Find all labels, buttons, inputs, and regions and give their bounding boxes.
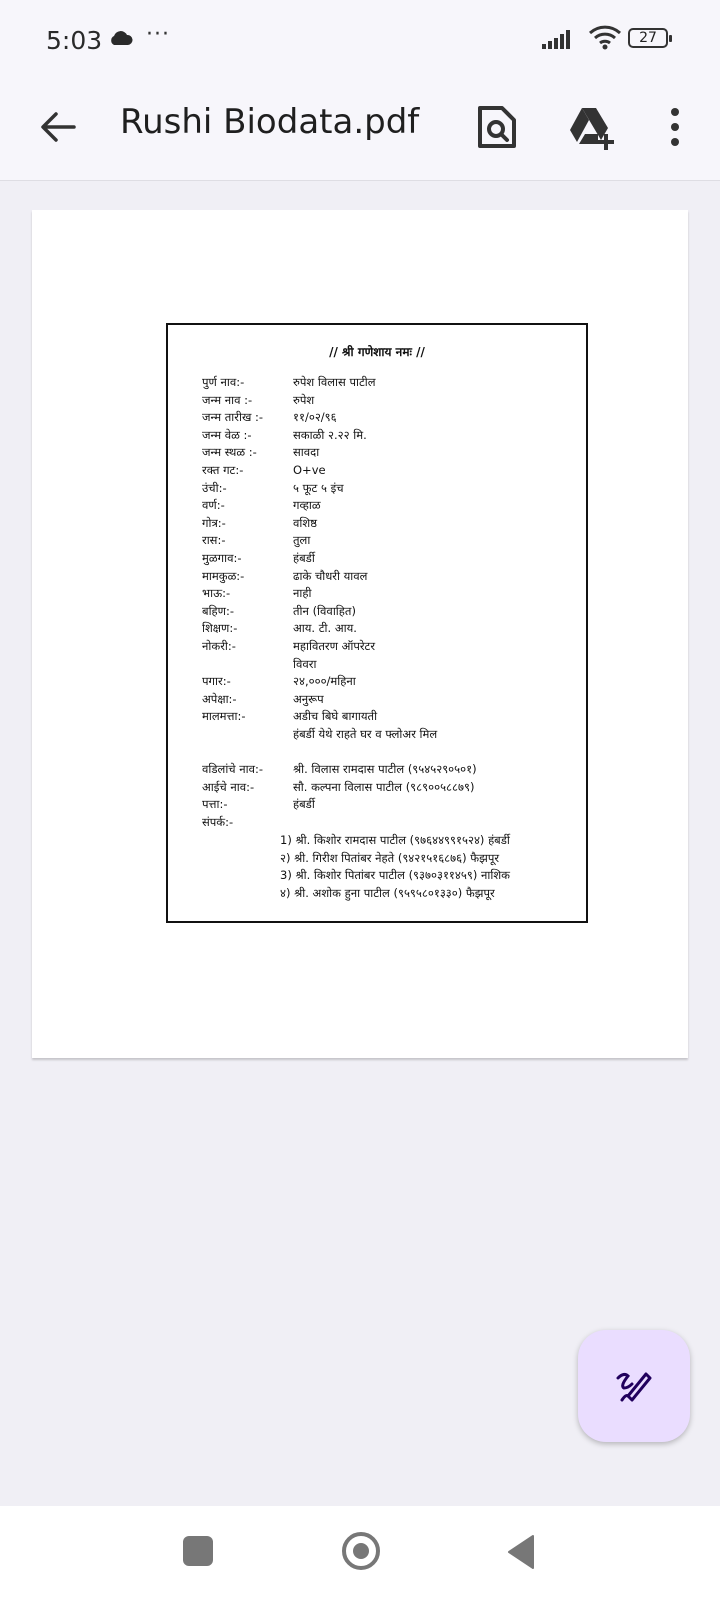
biodata-row bbox=[202, 692, 582, 710]
pdf-page[interactable] bbox=[32, 210, 688, 1058]
biodata-value: हंबर्डी bbox=[293, 550, 315, 565]
biodata-label: शिक्षण:- bbox=[202, 621, 238, 636]
biodata-label: पगार:- bbox=[202, 674, 231, 689]
biodata-row bbox=[202, 428, 582, 446]
cloud-icon bbox=[108, 30, 134, 50]
biodata-value: हंबर्डी येथे राहते घर व फ्लोअर मिल bbox=[293, 726, 438, 741]
status-time: 5:03 bbox=[46, 26, 103, 55]
pen-annotate-icon bbox=[614, 1366, 654, 1406]
biodata-label: मुळगाव:- bbox=[202, 550, 242, 565]
biodata-row bbox=[202, 533, 582, 551]
biodata-row bbox=[202, 481, 582, 499]
biodata-row bbox=[202, 780, 582, 798]
biodata-value: महावितरण ऑपरेटर bbox=[293, 638, 376, 653]
contact-item: २) श्री. गिरीश पितांबर नेहते (९४२१५१६८७६) फैझपूर bbox=[280, 850, 500, 865]
biodata-row bbox=[202, 639, 582, 657]
back-button[interactable] bbox=[34, 102, 84, 152]
biodata-value: सकाळी २.२२ मि. bbox=[293, 427, 367, 442]
recents-button[interactable] bbox=[183, 1536, 213, 1566]
annotate-button[interactable] bbox=[578, 1330, 690, 1442]
biodata-label: संपर्क:- bbox=[202, 814, 234, 829]
add-to-drive-button[interactable] bbox=[564, 100, 618, 154]
google-drive-add-icon bbox=[564, 100, 618, 154]
biodata-value: श्री. विलास रामदास पाटील (९५४५२९०५०१) bbox=[293, 762, 477, 777]
biodata-row bbox=[202, 657, 582, 675]
biodata-label: रास:- bbox=[202, 533, 226, 548]
biodata-row bbox=[202, 375, 582, 393]
document-search-icon bbox=[474, 102, 520, 152]
biodata-value: तीन (विवाहित) bbox=[293, 603, 356, 618]
contact-item: 3) श्री. किशोर पितांबर पाटील (९३७०३११४५९) नाशिक bbox=[280, 868, 510, 883]
status-bar bbox=[0, 0, 720, 80]
biodata-value: O+ve bbox=[293, 462, 326, 477]
document-heading: // श्री गणेशाय नमः // bbox=[329, 345, 425, 359]
biodata-value: नाही bbox=[293, 586, 312, 601]
biodata-row bbox=[202, 393, 582, 411]
biodata-row bbox=[202, 586, 582, 604]
biodata-row bbox=[202, 498, 582, 516]
biodata-label: नोकरी:- bbox=[202, 638, 236, 653]
biodata-value: विवरा bbox=[293, 656, 317, 671]
biodata-label: जन्म वेळ :- bbox=[202, 427, 252, 442]
biodata-label: वडिलांचे नाव:- bbox=[202, 762, 264, 777]
biodata-label: भाऊ:- bbox=[202, 586, 231, 601]
biodata-label: पुर्ण नाव:- bbox=[202, 375, 245, 389]
biodata-value: अडीच बिघे बागायती bbox=[293, 709, 378, 724]
home-button[interactable] bbox=[342, 1532, 380, 1570]
more-options-button[interactable] bbox=[660, 102, 690, 152]
biodata-frame bbox=[166, 323, 588, 923]
contact-item: 1) श्री. किशोर रामदास पाटील (९७६४४९९१५२४) हंबर्डी bbox=[280, 833, 510, 847]
biodata-row bbox=[202, 551, 582, 569]
biodata-rows bbox=[202, 375, 582, 832]
biodata-row bbox=[202, 762, 582, 780]
system-navigation-bar bbox=[0, 1506, 720, 1600]
biodata-label: जन्म स्थळ :- bbox=[202, 445, 257, 460]
biodata-value: सावदा bbox=[293, 445, 320, 460]
biodata-value: हंबर्डी bbox=[293, 797, 315, 812]
biodata-value: अनुरूप bbox=[293, 691, 324, 706]
biodata-label: अपेक्षा:- bbox=[202, 691, 237, 706]
triangle-back-icon bbox=[506, 1534, 536, 1570]
biodata-label: बहिण:- bbox=[202, 603, 234, 618]
biodata-value: २४,०००/महिना bbox=[293, 674, 356, 689]
biodata-label: पत्ता:- bbox=[202, 797, 228, 812]
biodata-row bbox=[202, 709, 582, 727]
biodata-row bbox=[202, 463, 582, 481]
system-back-button[interactable] bbox=[506, 1534, 536, 1574]
biodata-value: रुपेश विलास पाटील bbox=[293, 375, 376, 389]
biodata-row bbox=[202, 621, 582, 639]
biodata-value: रुपेश bbox=[293, 392, 315, 407]
biodata-row bbox=[202, 815, 582, 833]
biodata-label: मामकुळ:- bbox=[202, 568, 245, 583]
biodata-value: ढाके चौधरी यावल bbox=[293, 568, 368, 583]
biodata-label: रक्त गट:- bbox=[202, 462, 244, 477]
biodata-label: वर्ण:- bbox=[202, 498, 225, 513]
contact-list bbox=[280, 833, 580, 903]
biodata-value: गव्हाळ bbox=[293, 498, 321, 513]
biodata-value: वशिष्ठ bbox=[293, 515, 317, 530]
document-title: Rushi Biodata.pdf bbox=[120, 102, 420, 142]
biodata-row bbox=[202, 674, 582, 692]
biodata-label: आईचे नाव:- bbox=[202, 779, 255, 794]
biodata-value: ११/०२/९६ bbox=[293, 410, 337, 425]
biodata-row bbox=[202, 569, 582, 587]
biodata-row bbox=[202, 727, 582, 745]
battery-icon: 27 bbox=[628, 28, 668, 48]
biodata-value: सौ. कल्पना विलास पाटील (९८९००५८८७९) bbox=[293, 779, 475, 794]
biodata-row bbox=[202, 744, 582, 762]
search-in-document-button[interactable] bbox=[474, 102, 520, 152]
biodata-label: उंची:- bbox=[202, 480, 227, 495]
more-notifications-icon: ··· bbox=[146, 22, 170, 47]
more-vertical-icon bbox=[660, 102, 690, 152]
biodata-label: गोत्र:- bbox=[202, 515, 226, 530]
signal-icon bbox=[542, 28, 576, 54]
biodata-row bbox=[202, 445, 582, 463]
biodata-label: मालमत्ता:- bbox=[202, 709, 246, 724]
biodata-row bbox=[202, 604, 582, 622]
app-toolbar bbox=[0, 80, 720, 181]
biodata-label: जन्म नाव :- bbox=[202, 392, 253, 407]
biodata-label: जन्म तारीख :- bbox=[202, 410, 264, 425]
biodata-row bbox=[202, 410, 582, 428]
arrow-left-icon bbox=[34, 102, 84, 152]
biodata-value: आय. टी. आय. bbox=[293, 621, 357, 636]
biodata-row bbox=[202, 516, 582, 534]
biodata-value: तुला bbox=[293, 533, 311, 548]
biodata-value: ५ फूट ५ इंच bbox=[293, 480, 344, 495]
wifi-icon bbox=[588, 24, 622, 54]
contact-item: ४) श्री. अशोक हुना पाटील (९५९५८०१३३०) फैझपूर bbox=[280, 885, 495, 900]
biodata-row bbox=[202, 797, 582, 815]
